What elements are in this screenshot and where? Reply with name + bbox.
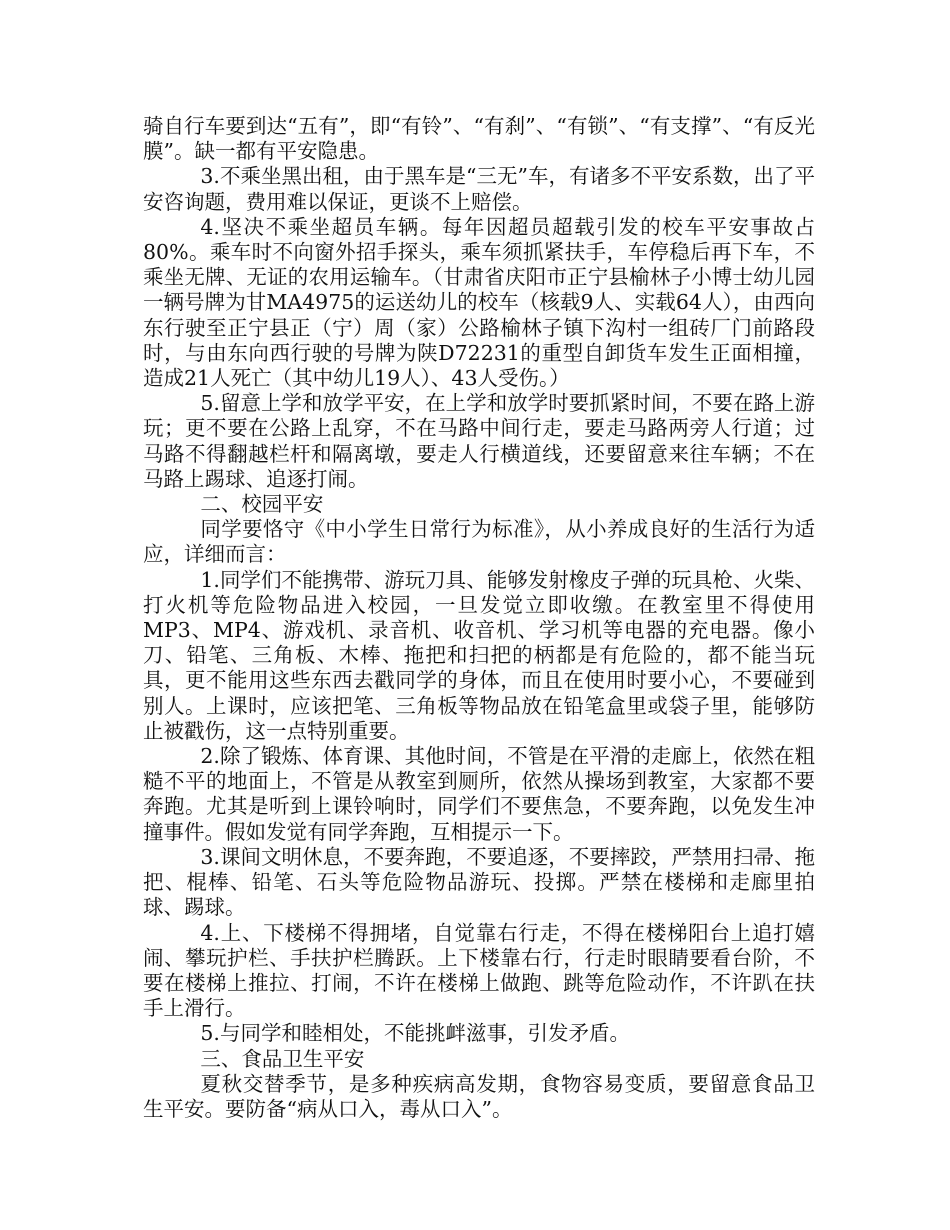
- paragraph-get-along: 5.与同学和睦相处，不能挑衅滋事，引发矛盾。: [200, 1021, 630, 1046]
- paragraph-commute-safety: 5.留意上学和放学平安，在上学和放学时要抓紧时间，不要在路上游玩；更不要在公路上乱穿，不在马路中间行走，要走马路两旁人行道；过马路不得翻越栏杆和隔离墩，要走人行横道线，还要留意来往车辆；不在马路上踢球、追逐打闹。: [143, 391, 815, 491]
- document-page: [143, 114, 815, 1122]
- paragraph-no-black-taxi: 3.不乘坐黑出租，由于黑车是“三无”车，有诸多不平安系数，出了平安咨询题，费用难以保证，更谈不上赔偿。: [143, 164, 815, 214]
- paragraph-break-time: 3.课间文明休息，不要奔跑，不要追逐，不要摔跤，严禁用扫帚、拖把、棍棒、铅笔、石头等危险物品游玩、投掷。严禁在楼梯和走廊里拍球、踢球。: [143, 844, 815, 920]
- paragraph-stairs: 4.上、下楼梯不得拥堵，自觉靠右行走，不得在楼梯阳台上追打嬉闹、攀玩护栏、手扶护栏腾跃。上下楼靠右行，行走时眼睛要看台阶，不要在楼梯上推拉、打闹，不许在楼梯上做跑、跳等危险动作，不许趴在扶手上滑行。: [143, 920, 815, 1021]
- paragraph-bicycle-requirements: 骑自行车要到达“五有”，即“有铃”、“有刹”、“有锁”、“有支撑”、“有反光膜”。缺一都有平安隐患。: [143, 114, 815, 164]
- paragraph-no-overloaded-vehicles: 4.坚决不乘坐超员车辆。每年因超员超载引发的校车平安事故占80%。乘车时不向窗外招手探头，乘车须抓紧扶手，车停稳后再下车，不乘坐无牌、无证的农用运输车。（甘肃省庆阳市正宁县榆林子小博士幼儿园一辆号牌为甘MA4975的运送幼儿的校车（核载9人、实载64人），由西向东行驶至正宁县正（宁）周（家）公路榆林子镇下沟村一组砖厂门前路段时，与由东向西行驶的号牌为陕D72231的重型自卸货车发生正面相撞，造成21人死亡（其中幼儿19人）、43人受伤。）: [143, 214, 815, 391]
- paragraph-dangerous-items: 1.同学们不能携带、游玩刀具、能够发射橡皮子弹的玩具枪、火柴、打火机等危险物品进入校园，一旦发觉立即收缴。在教室里不得使用MP3、MP4、游戏机、录音机、收音机、学习机等电器的充电器。像小刀、铅笔、三角板、木棒、拖把和扫把的柄都是有危险的，都不能当玩具，更不能用这些东西去戳同学的身体，而且在使用时要小心，不要碰到别人。上课时，应该把笔、三角板等物品放在铅笔盒里或袋子里，能够防止被戳伤，这一点特别重要。: [143, 567, 815, 743]
- paragraph-campus-intro: 同学要恪守《中小学生日常行为标准》，从小养成良好的生活行为适应，详细而言：: [143, 517, 815, 567]
- section-heading-campus-safety: 二、校园平安: [200, 492, 324, 517]
- paragraph-food-hygiene: 夏秋交替季节，是多种疾病高发期，食物容易变质，要留意食品卫生平安。要防备“病从口入，毒从口入”。: [143, 1071, 815, 1121]
- paragraph-no-running: 2.除了锻炼、体育课、其他时间，不管是在平滑的走廊上，依然在粗糙不平的地面上，不管是从教室到厕所，依然从操场到教室，大家都不要奔跑。尤其是听到上课铃响时，同学们不要焦急，不要奔跑，以免发生冲撞事件。假如发觉有同学奔跑，互相提示一下。: [143, 744, 815, 844]
- section-heading-food-safety: 三、食品卫生平安: [200, 1046, 365, 1071]
